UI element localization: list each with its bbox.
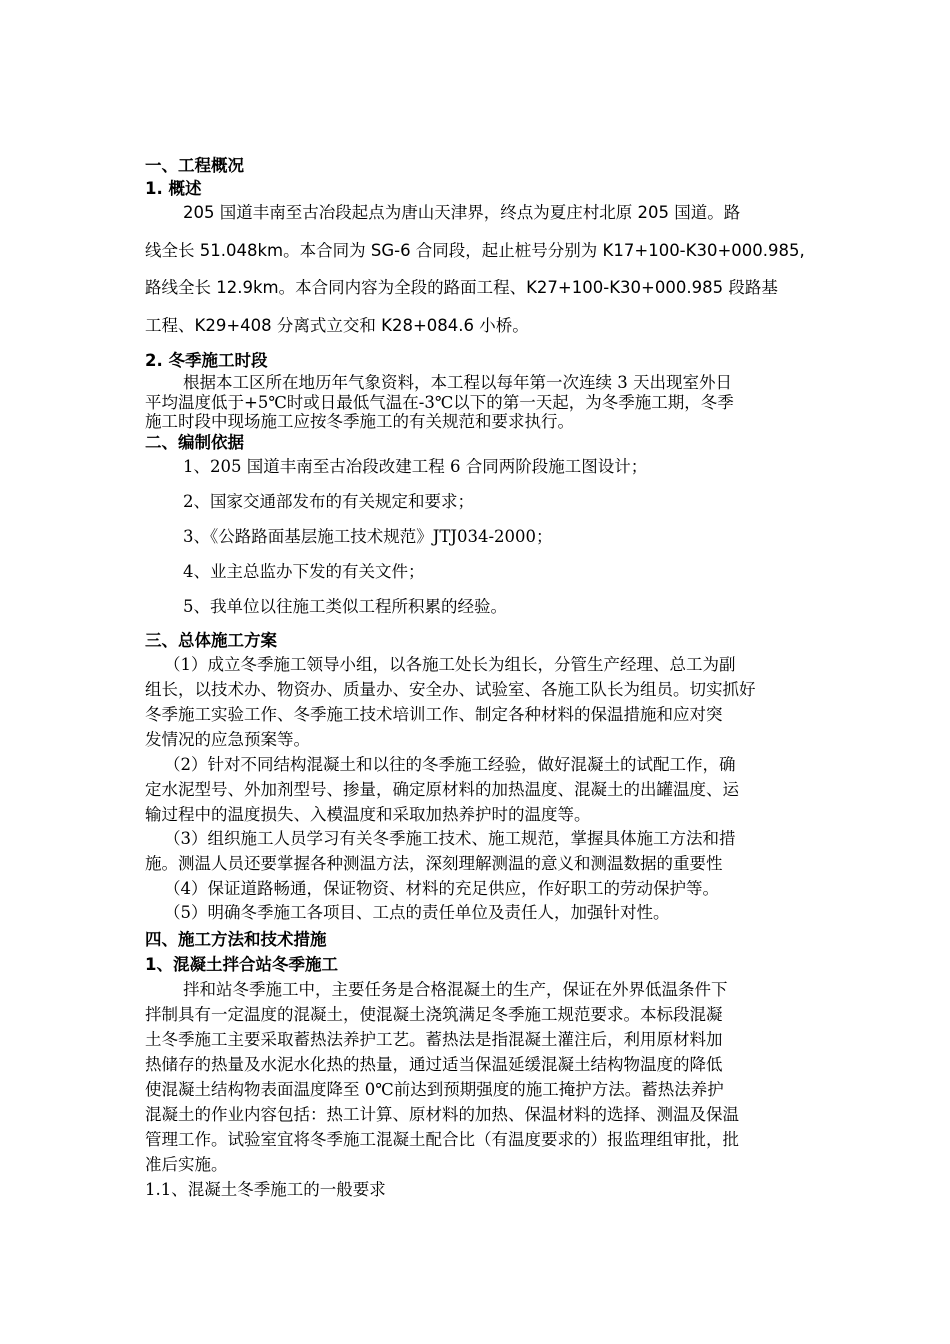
basis-item: 2、国家交通部发布的有关规定和要求；	[183, 492, 474, 511]
plan-line: 施。测温人员还要掌握各种测温方法，深刻理解测温的意义和测温数据的重要性	[145, 854, 723, 873]
mixing-line: 拌和站冬季施工中，主要任务是合格混凝土的生产，保证在外界低温条件下	[183, 980, 728, 999]
mixing-line: 使混凝土结构物表面温度降至 0℃前达到预期强度的施工掩护方法。蓄热法养护	[145, 1080, 724, 1099]
basis-item: 4、业主总监办下发的有关文件；	[183, 562, 425, 581]
plan-line: （4）保证道路畅通，保证物资、材料的充足供应，作好职工的劳动保护等。	[164, 879, 719, 898]
mixing-line: 管理工作。试验室宜将冬季施工混凝土配合比（有温度要求的）报监理组审批，批	[145, 1130, 739, 1149]
basis-item: 5、我单位以往施工类似工程所积累的经验。	[183, 597, 507, 616]
mixing-line: 拌制具有一定温度的混凝土，使混凝土浇筑满足冬季施工规范要求。本标段混凝	[145, 1005, 723, 1024]
mixing-line: 热储存的热量及水泥水化热的热量，通过适当保温延缓混凝土结构物温度的降低	[145, 1055, 723, 1074]
winter-period-line: 根据本工区所在地历年气象资料，本工程以每年第一次连续 3 天出现室外日	[183, 373, 732, 392]
mixing-line: 土冬季施工主要采取蓄热法养护工艺。蓄热法是指混凝土灌注后，利用原材料加	[145, 1030, 723, 1049]
plan-line: 发情况的应急预案等。	[145, 730, 310, 749]
plan-line: 输过程中的温度损失、入模温度和采取加热养护时的温度等。	[145, 805, 591, 824]
mixing-line: 混凝土的作业内容包括：热工计算、原材料的加热、保温材料的选择、测温及保温	[145, 1105, 739, 1124]
section-heading-overview: 一、工程概况	[145, 156, 244, 175]
section-heading-basis: 二、编制依据	[145, 433, 244, 452]
subheading-mixing-station: 1、混凝土拌合站冬季施工	[145, 955, 338, 974]
subheading-winter-period: 2. 冬季施工时段	[145, 351, 268, 370]
basis-item: 3、《公路路面基层施工技术规范》JTJ034-2000；	[183, 527, 553, 546]
winter-period-line: 施工时段中现场施工应按冬季施工的有关规范和要求执行。	[145, 412, 574, 431]
summary-line: 205 国道丰南至古冶段起点为唐山天津界，终点为夏庄村北原 205 国道。路	[183, 203, 741, 222]
plan-line: （3）组织施工人员学习有关冬季施工技术、施工规范，掌握具体施工方法和措	[164, 829, 736, 848]
plan-line: 冬季施工实验工作、冬季施工技术培训工作、制定各种材料的保温措施和应对突	[145, 705, 723, 724]
plan-line: 组长，以技术办、物资办、质量办、安全办、试验室、各施工队长为组员。切实抓好	[145, 680, 756, 699]
plan-line: 定水泥型号、外加剂型号、掺量，确定原材料的加热温度、混凝土的出罐温度、运	[145, 780, 739, 799]
plan-line: （2）针对不同结构混凝土和以往的冬季施工经验，做好混凝土的试配工作，确	[164, 755, 736, 774]
summary-line: 工程、K29+408 分离式立交和 K28+084.6 小桥。	[145, 316, 529, 335]
summary-line: 线全长 51.048km。本合同为 SG-6 合同段，起止桩号分别为 K17+100-K30+000.985,	[145, 241, 805, 260]
plan-line: （5）明确冬季施工各项目、工点的责任单位及责任人，加强针对性。	[164, 903, 670, 922]
summary-line: 路线全长 12.9km。本合同内容为全段的路面工程、K27+100-K30+000.985 段路基	[145, 278, 778, 297]
subheading-summary: 1. 概述	[145, 179, 202, 198]
mixing-line: 准后实施。	[145, 1155, 228, 1174]
section-heading-plan: 三、总体施工方案	[145, 631, 277, 650]
section-heading-methods: 四、施工方法和技术措施	[145, 930, 327, 949]
basis-item: 1、205 国道丰南至古冶段改建工程 6 合同两阶段施工图设计；	[183, 457, 648, 476]
plan-line: （1）成立冬季施工领导小组，以各施工处长为组长，分管生产经理、总工为副	[164, 655, 736, 674]
winter-period-line: 平均温度低于+5℃时或日最低气温在-3℃以下的第一天起，为冬季施工期，冬季	[145, 393, 734, 412]
subheading-general-requirements: 1.1、混凝土冬季施工的一般要求	[145, 1180, 386, 1199]
